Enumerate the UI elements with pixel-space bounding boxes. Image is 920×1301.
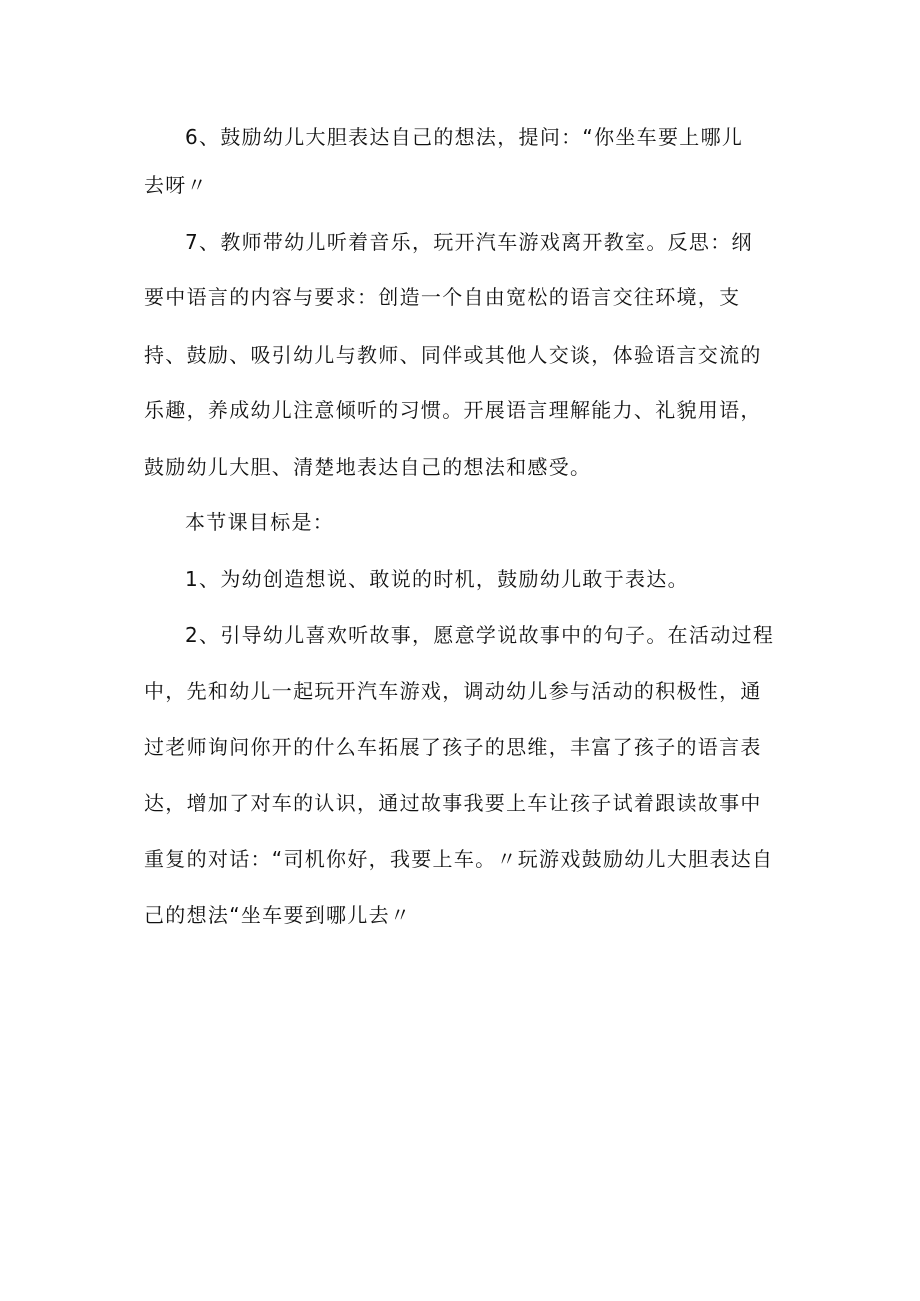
paragraph-7-line-4: 乐趣，养成幼儿注意倾听的习惯。开展语言理解能力、礼貌用语， — [144, 398, 762, 422]
goals-heading: 本节课目标是： — [185, 510, 335, 534]
paragraph-6-line-2: 去呀〃 — [144, 173, 208, 197]
goal-2-line-6: 己的想法“坐车要到哪儿去〃 — [144, 903, 412, 927]
goal-1-line-1: 1、为幼创造想说、敢说的时机，鼓励幼儿敢于表达。 — [185, 567, 689, 591]
goal-2-line-5: 重复的对话：“司机你好，我要上车。〃玩游戏鼓励幼儿大胆表达自 — [144, 847, 774, 871]
goal-2-line-1: 2、引导幼儿喜欢听故事，愿意学说故事中的句子。在活动过程 — [185, 623, 775, 647]
goal-2-line-3: 过老师询问你开的什么车拓展了孩子的思维，丰富了孩子的语言表 — [144, 735, 762, 759]
goal-2-line-4: 达，增加了对车的认识，通过故事我要上车让孩子试着跟读故事中 — [144, 791, 762, 815]
paragraph-7-line-3: 持、鼓励、吸引幼儿与教师、同伴或其他人交谈，体验语言交流的 — [144, 343, 762, 367]
paragraph-7-line-2: 要中语言的内容与要求：创造一个自由宽松的语言交往环境，支 — [144, 285, 741, 309]
paragraph-7-line-5: 鼓励幼儿大胆、清楚地表达自己的想法和感受。 — [144, 455, 592, 479]
paragraph-7-line-1: 7、教师带幼儿听着音乐，玩开汽车游戏离开教室。反思：纲 — [185, 230, 753, 254]
paragraph-6-line-1: 6、鼓励幼儿大胆表达自己的想法，提问：“你坐车要上哪儿 — [185, 125, 744, 149]
goal-2-line-2: 中，先和幼儿一起玩开汽车游戏，调动幼儿参与活动的积极性，通 — [144, 679, 762, 703]
